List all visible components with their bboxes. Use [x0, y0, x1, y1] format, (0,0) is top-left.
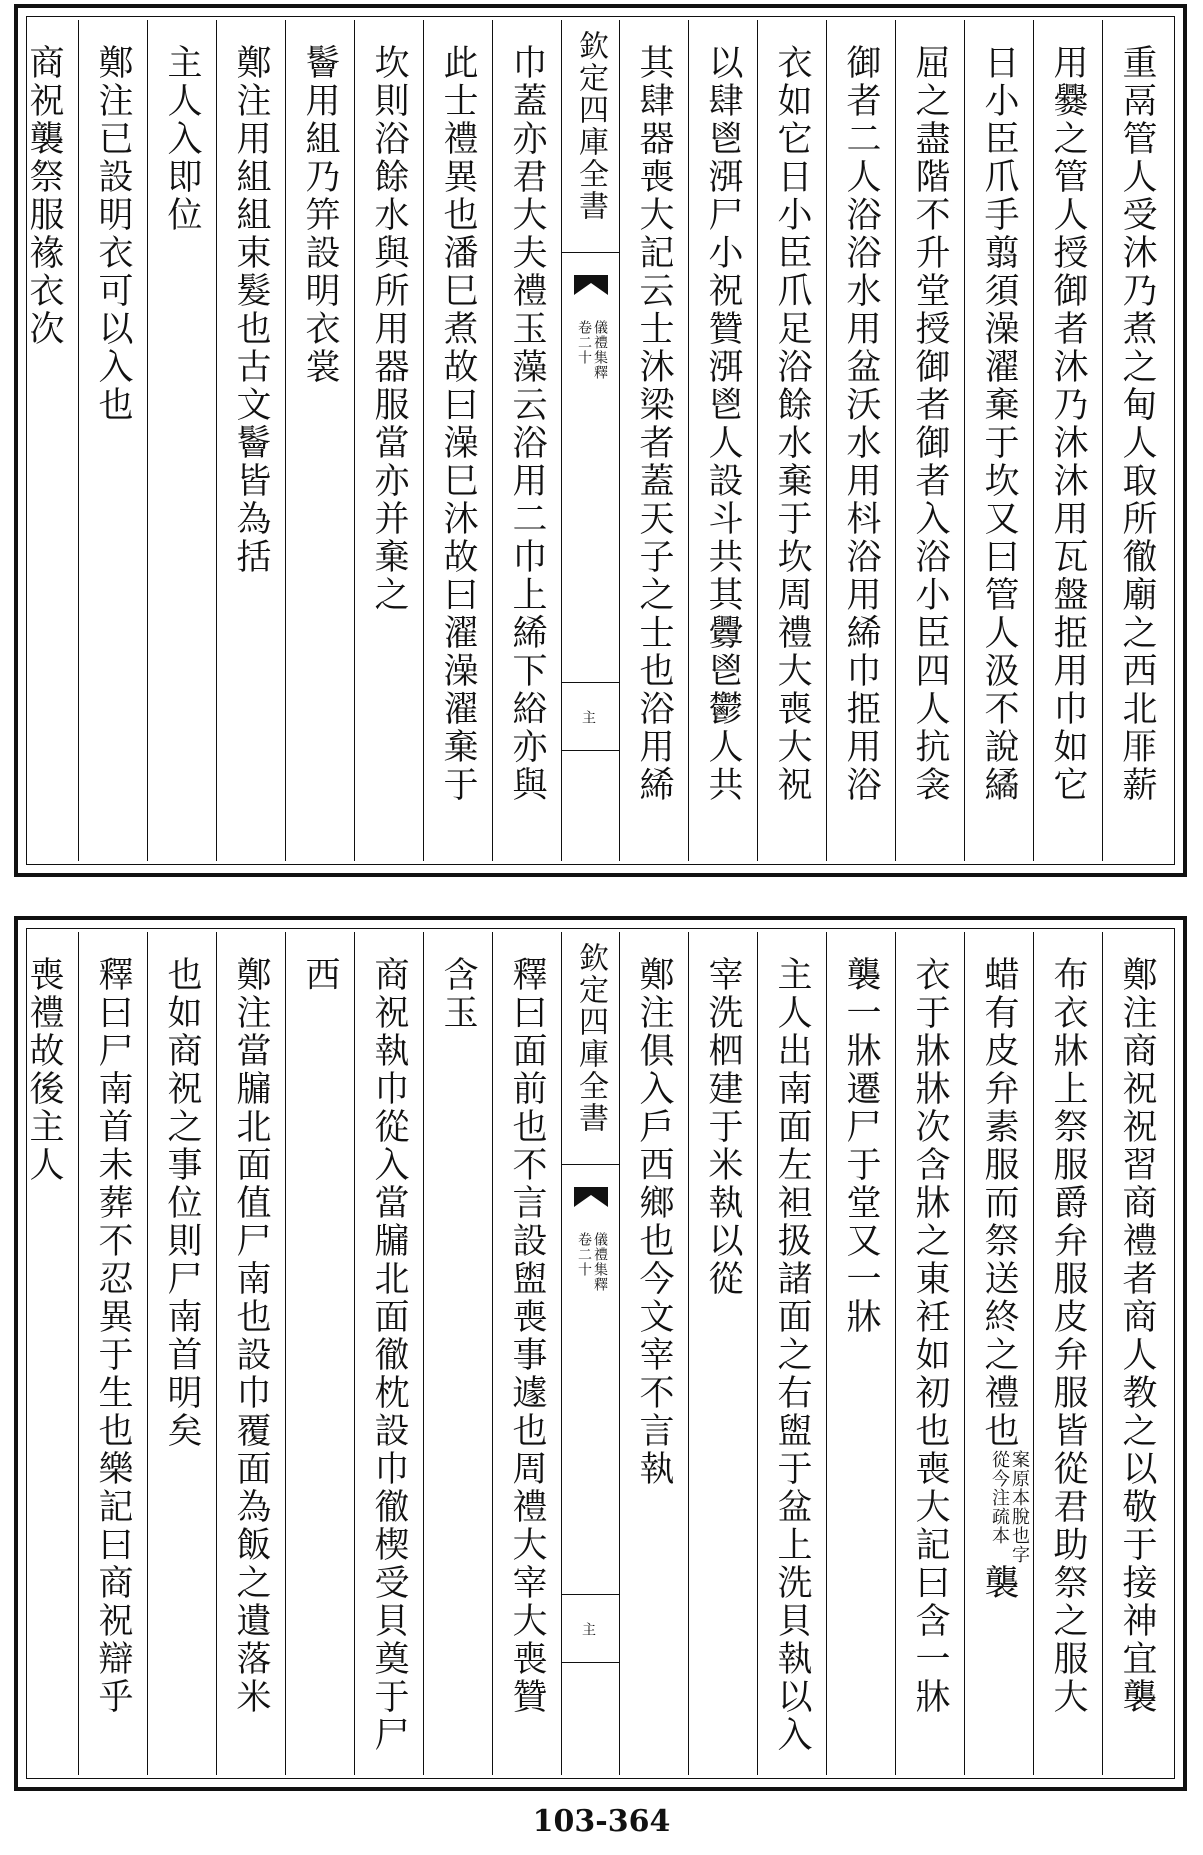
top-page-columns: [24, 20, 1171, 861]
fish-tail-mark: [574, 275, 608, 295]
text-column: [1033, 20, 1102, 861]
center-fold-column: [561, 20, 619, 861]
text-column: [285, 20, 354, 861]
text-column: [492, 20, 561, 861]
text-column: [354, 932, 423, 1775]
volume-title: 儀禮集釋: [592, 1232, 608, 1292]
text-column: [1033, 932, 1102, 1775]
column-text: 重鬲管人受沐乃煮之甸人取所徹廟之西北厞薪: [1117, 44, 1157, 804]
text-column: [147, 20, 216, 861]
column-text: 其肆器喪大記云士沐梁者蓋天子之士也浴用絺: [634, 44, 674, 804]
folio-number: 103-364: [532, 1804, 671, 1839]
column-text: 屈之盡階不升堂授御者御者入浴小臣四人抗衾: [910, 44, 950, 804]
column-text: 坎則浴餘水與所用器服當亦并棄之: [369, 44, 409, 614]
text-column: [147, 932, 216, 1775]
text-column: [757, 932, 826, 1775]
text-column: [78, 20, 147, 861]
bottom-page-columns: [24, 932, 1171, 1775]
text-column: [9, 20, 78, 861]
column-text: 也如商祝之事位則尸南首明矣: [162, 956, 202, 1450]
text-column: [619, 932, 688, 1775]
volume-title: 儀禮集釋: [592, 320, 608, 380]
text-column: [1102, 20, 1171, 861]
column-text: 西: [300, 956, 340, 994]
column-text: 釋曰尸南首未葬不忍異于生也樂記曰商祝辯乎: [93, 956, 133, 1716]
column-text: 主人出南面左袒扱諸面之右盥于盆上洗貝執以入: [772, 956, 812, 1754]
book-title: 欽定四庫全書: [573, 30, 608, 222]
note-line: 從今注疏本: [989, 1450, 1010, 1545]
text-column: [285, 932, 354, 1775]
text-column: [826, 932, 895, 1775]
text-column: [216, 20, 285, 861]
column-text: 鄭注當牖北面值尸南也設巾覆面為飯之遺落米: [231, 956, 271, 1716]
column-text: 鄭注俱入戶西鄉也今文宰不言執: [634, 956, 674, 1488]
text-column: [78, 932, 147, 1775]
leaf-number: 主: [580, 1622, 596, 1637]
text-column: [964, 932, 1033, 1775]
interlinear-note: [989, 1450, 1029, 1564]
column-text: 日小臣爪手翦須澡濯棄于坎又曰管人汲不說繘: [979, 44, 1019, 804]
top-page-frame: [14, 4, 1187, 877]
text-column: [1102, 932, 1171, 1775]
column-text: 御者二人浴浴水用盆沃水用枓浴用絺巾挋用浴: [841, 44, 881, 804]
volume-number: 卷二十: [576, 1232, 592, 1277]
text-column: [354, 20, 423, 861]
text-column: [688, 932, 757, 1775]
leaf-number: 主: [580, 710, 596, 725]
column-text: 襲一牀遷尸于堂又一牀: [841, 956, 881, 1336]
text-column: [964, 20, 1033, 861]
text-column: [895, 932, 964, 1775]
column-text: 衣如它日小臣爪足浴餘水棄于坎周禮大喪大祝: [772, 44, 812, 804]
column-text: 巾蓋亦君大夫禮玉藻云浴用二巾上絺下綌亦與: [507, 44, 547, 804]
text-column: [895, 20, 964, 861]
text-column: [9, 932, 78, 1775]
column-text: 喪禮故後主人: [24, 956, 64, 1184]
column-text: 布衣牀上祭服爵弁服皮弁服皆從君助祭之服大: [1048, 956, 1088, 1716]
column-text: 鄭注用組組束髮也古文鬠皆為括: [231, 44, 271, 576]
column-text: 此士禮異也潘巳煮故曰澡巳沐故曰濯澡濯棄于: [438, 44, 478, 804]
text-column: [619, 20, 688, 861]
column-text: 鄭注商祝祝習商禮者商人教之以敬于接神宜襲: [1117, 956, 1157, 1716]
book-title: 欽定四庫全書: [573, 942, 608, 1134]
column-text: 釋曰面前也不言設盥喪事遽也周禮大宰大喪贊: [507, 956, 547, 1716]
volume-number: 卷二十: [576, 320, 592, 365]
bottom-page-frame: [14, 916, 1187, 1791]
note-line: 案原本脫也字: [1009, 1450, 1030, 1564]
column-text: 宰洗柶建于米執以從: [703, 956, 743, 1298]
text-column: [492, 932, 561, 1775]
text-column: [216, 932, 285, 1775]
volume-label: [576, 320, 608, 380]
column-text: 用爨之管人授御者沐乃沐沐用瓦盤挋用巾如它: [1048, 44, 1088, 804]
fish-tail-mark: [574, 1187, 608, 1207]
text-column: [688, 20, 757, 861]
text-column: [423, 20, 492, 861]
column-text: 蜡有皮弁素服而祭送終之禮也: [979, 956, 1019, 1450]
column-text: 商祝執巾從入當牖北面徹枕設巾徹楔受貝奠于尸: [369, 956, 409, 1754]
column-text: 主人入即位: [162, 44, 202, 234]
text-column: [423, 932, 492, 1775]
column-text: 含玉: [438, 956, 478, 1032]
volume-label: [576, 1232, 608, 1292]
text-column: [757, 20, 826, 861]
column-tail-text: 襲: [979, 1564, 1019, 1602]
column-text: 鬠用組乃笄設明衣裳: [300, 44, 340, 386]
center-fold-column: [561, 932, 619, 1775]
column-text: 商祝襲祭服褖衣次: [24, 44, 64, 348]
column-text: 鄭注已設明衣可以入也: [93, 44, 133, 424]
column-text: 以肆鬯渳尸小祝贊渳鬯人設斗共其釁鬯鬱人共: [703, 44, 743, 804]
column-text: 衣于牀牀次含牀之東衽如初也喪大記曰含一牀: [910, 956, 950, 1716]
text-column: [826, 20, 895, 861]
